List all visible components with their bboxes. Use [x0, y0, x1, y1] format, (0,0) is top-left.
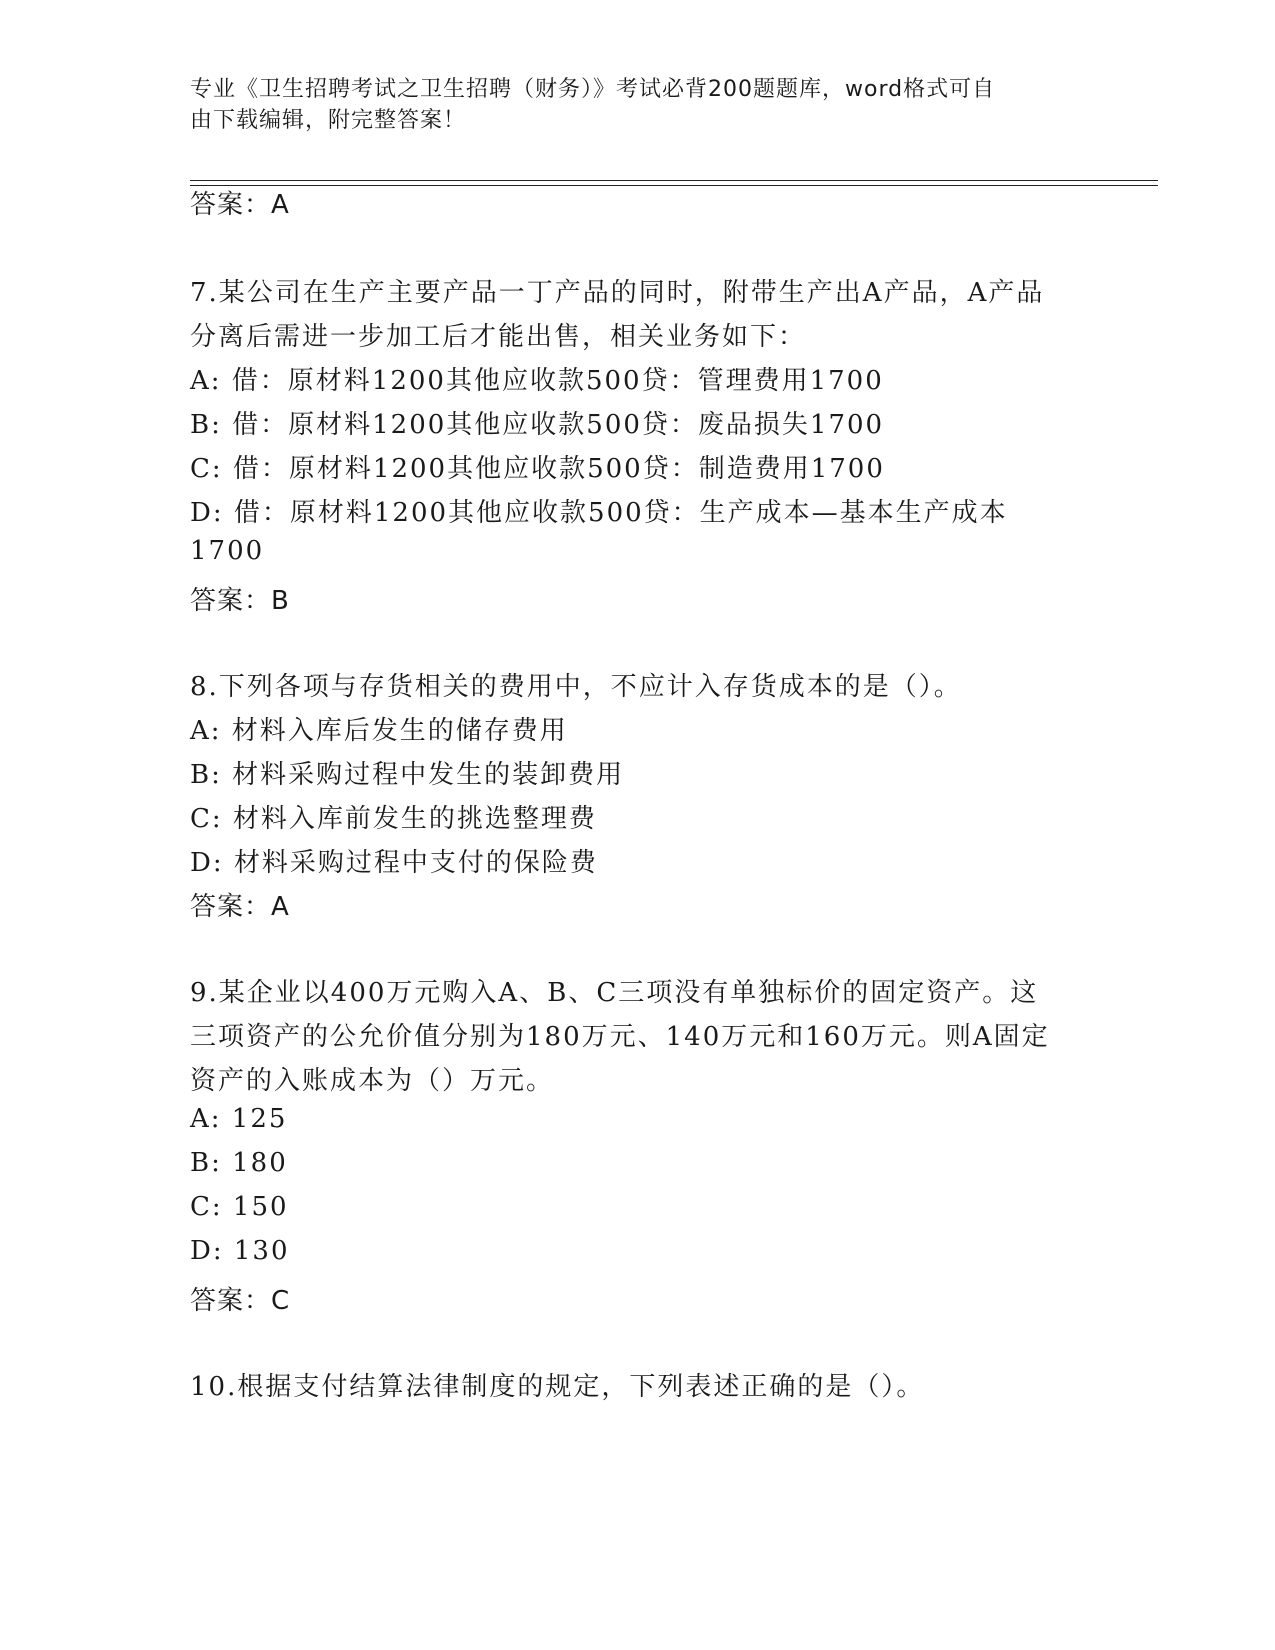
question-9-option-b: B: 180: [190, 1148, 288, 1178]
question-9-option-d: D: 130: [190, 1236, 290, 1266]
question-8-option-d: D: 材料采购过程中支付的保险费: [190, 848, 598, 878]
question-7-stem-line-2: 分离后需进一步加工后才能出售，相关业务如下：: [190, 322, 807, 352]
question-7-option-c: C: 借：原材料1200其他应收款500贷：制造费用1700: [190, 454, 885, 484]
document-header: [190, 74, 1090, 136]
header-line-2: 由下载编辑，附完整答案！: [190, 108, 467, 133]
question-9-stem-line-2: 三项资产的公允价值分别为180万元、140万元和160万元。则A固定: [190, 1022, 1050, 1052]
question-9-stem-line-3: 资产的入账成本为（）万元。: [190, 1066, 555, 1096]
question-9-stem-line-1: 9.某企业以400万元购入A、B、C三项没有单独标价的固定资产。这: [190, 978, 1039, 1008]
question-7-option-a: A: 借：原材料1200其他应收款500贷：管理费用1700: [190, 366, 884, 396]
question-7-option-b: B: 借：原材料1200其他应收款500贷：废品损失1700: [190, 410, 885, 440]
header-divider-bottom: [190, 185, 1158, 186]
answer-q6: 答案：A: [190, 190, 290, 220]
answer-q9: 答案：C: [190, 1286, 291, 1316]
question-8-option-a: A: 材料入库后发生的储存费用: [190, 716, 568, 746]
answer-q7: 答案：B: [190, 586, 290, 616]
question-7-stem-line-1: 7.某公司在生产主要产品一丁产品的同时，附带生产出A产品，A产品: [190, 278, 1045, 308]
header-line-1: 专业《卫生招聘考试之卫生招聘（财务）》考试必背200题题库，word格式可自: [190, 77, 996, 102]
question-9-option-c: C: 150: [190, 1192, 289, 1222]
question-7-option-d: D: 借：原材料1200其他应收款500贷：生产成本—基本生产成本: [190, 498, 1008, 528]
header-divider-top: [190, 180, 1158, 181]
answer-q8: 答案：A: [190, 892, 290, 922]
question-7-option-d-cont: 1700: [190, 536, 265, 566]
question-8-option-b: B: 材料采购过程中发生的装卸费用: [190, 760, 625, 790]
question-9-option-a: A: 125: [190, 1104, 288, 1134]
question-8-stem: 8.下列各项与存货相关的费用中，不应计入存货成本的是（）。: [190, 672, 962, 702]
question-10-stem: 10.根据支付结算法律制度的规定，下列表述正确的是（）。: [190, 1372, 925, 1402]
question-8-option-c: C: 材料入库前发生的挑选整理费: [190, 804, 597, 834]
